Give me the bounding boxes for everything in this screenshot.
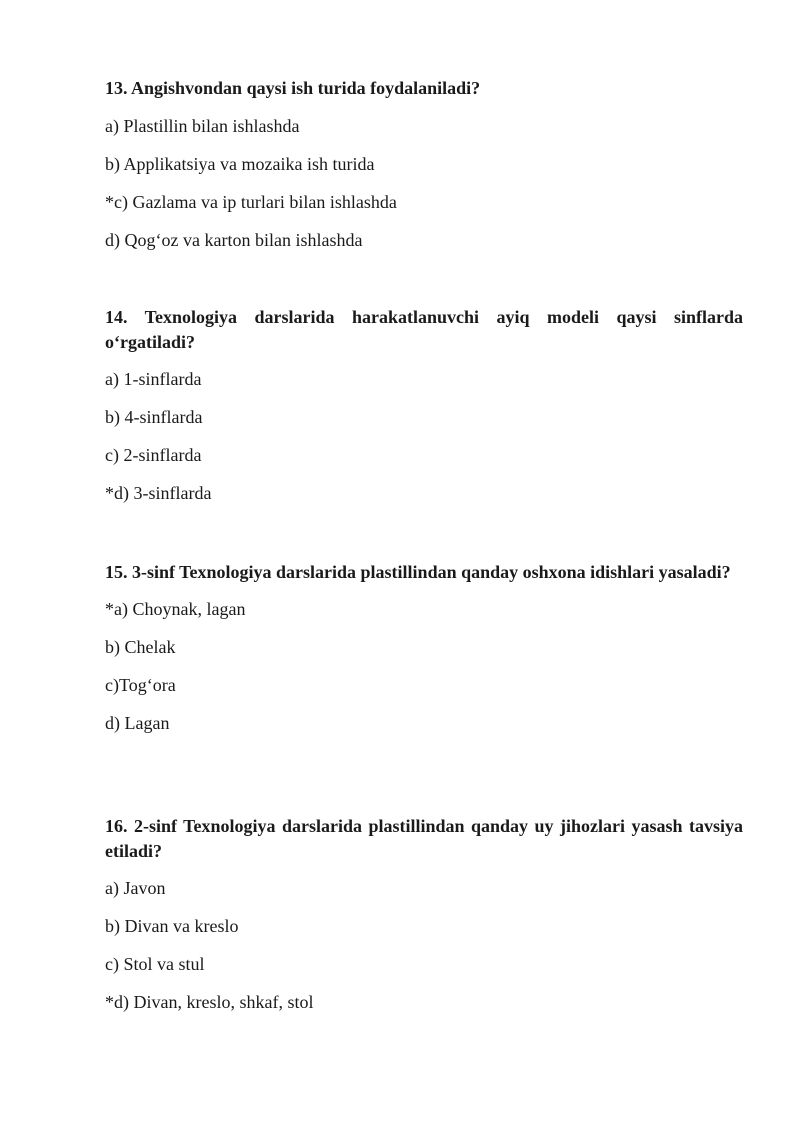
- answer-option-b: b) Divan va kreslo: [105, 916, 239, 936]
- answer-options: [105, 114, 743, 252]
- answer-option-b: b) Applikatsiya va mozaika ish turida: [105, 154, 375, 174]
- question-13: [105, 76, 743, 252]
- answer-option-c: c) 2-sinflarda: [105, 445, 202, 465]
- answer-option-d: *d) Divan, kreslo, shkaf, stol: [105, 992, 314, 1012]
- question-title: 15. 3-sinf Texnologiya darslarida plastillindan qanday oshxona idishlari yasaladi?: [105, 562, 731, 582]
- answer-options: [105, 367, 743, 505]
- question-title: 16. 2-sinf Texnologiya darslarida plastillindan qanday uy jihozlari yasash tavsiya etiladi?: [105, 816, 743, 861]
- answer-option-a: a) 1-sinflarda: [105, 369, 202, 389]
- answer-option-c: c)Tog‘ora: [105, 675, 176, 695]
- question-title: 13. Angishvondan qaysi ish turida foydalaniladi?: [105, 78, 481, 98]
- answer-option-a: a) Plastillin bilan ishlashda: [105, 116, 300, 136]
- answer-option-d: d) Qog‘oz va karton bilan ishlashda: [105, 230, 363, 250]
- answer-option-b: b) 4-sinflarda: [105, 407, 203, 427]
- question-15: [105, 560, 743, 735]
- answer-option-d: *d) 3-sinflarda: [105, 483, 212, 503]
- answer-option-a: a) Javon: [105, 878, 166, 898]
- answer-options: [105, 597, 743, 735]
- answer-option-d: d) Lagan: [105, 713, 170, 733]
- answer-option-c: c) Stol va stul: [105, 954, 205, 974]
- answer-option-b: b) Chelak: [105, 637, 176, 657]
- question-16: [105, 814, 743, 1014]
- answer-options: [105, 876, 743, 1014]
- answer-option-a: *a) Choynak, lagan: [105, 599, 246, 619]
- question-title: 14. Texnologiya darslarida harakatlanuvchi ayiq modeli qaysi sinflarda o‘rgatiladi?: [105, 307, 743, 352]
- question-14: [105, 305, 743, 505]
- answer-option-c: *c) Gazlama va ip turlari bilan ishlashda: [105, 192, 397, 212]
